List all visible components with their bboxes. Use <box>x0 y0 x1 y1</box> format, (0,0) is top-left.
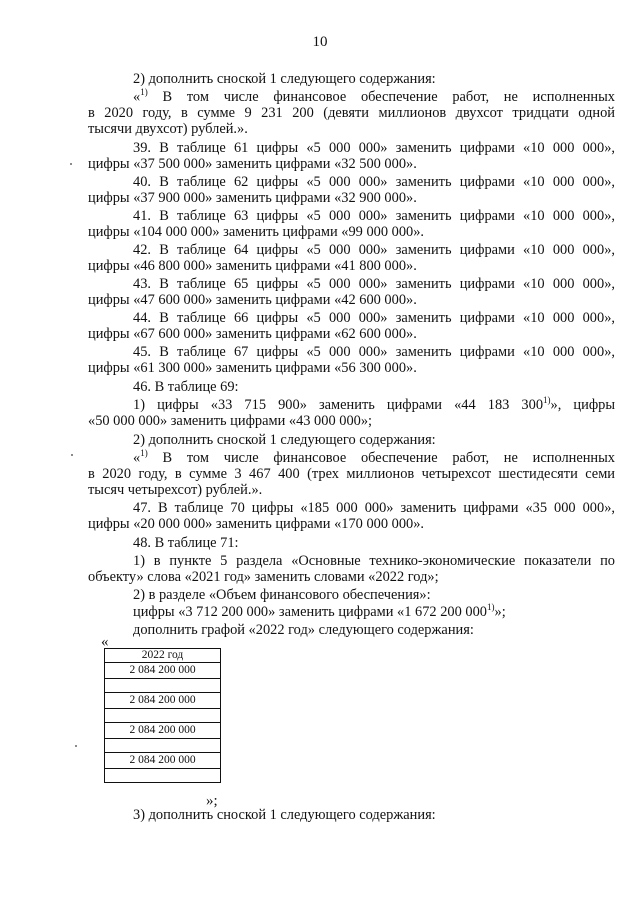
line-text: 45. В таблице 67 цифры «5 000 000» заменить цифрами «10 000 000», <box>133 344 615 360</box>
line-text: цифры «67 600 000» заменить цифрами «62 600 000». <box>88 326 417 342</box>
text-line <box>88 310 615 327</box>
text-line <box>88 587 615 604</box>
page-number: 10 <box>312 34 328 50</box>
table-cell <box>105 679 221 693</box>
text-line <box>88 140 615 157</box>
text-line <box>88 276 615 293</box>
line-text: 41. В таблице 63 цифры «5 000 000» заменить цифрами «10 000 000», <box>133 208 615 224</box>
line-text: « <box>133 450 141 466</box>
line-text: 2) дополнить сноской 1 следующего содержания: <box>133 71 436 87</box>
text-line <box>88 224 615 241</box>
text-line <box>88 174 615 191</box>
text-line <box>88 413 615 430</box>
footnote-marker: 1) <box>543 395 551 405</box>
line-text: объекту» слова «2021 год» заменить словами «2022 год»; <box>88 569 439 585</box>
text-line <box>88 121 615 138</box>
line-text-continued: В том числе финансовое обеспечение работ, не исполненных <box>147 450 615 466</box>
text-line <box>88 622 615 639</box>
text-line <box>88 242 615 259</box>
table-cell <box>105 769 221 783</box>
text-line <box>88 105 615 122</box>
line-text: 48. В таблице 71: <box>133 535 239 551</box>
line-text: « <box>133 89 141 105</box>
line-text: цифры «20 000 000» заменить цифрами «170 000 000». <box>88 516 425 532</box>
line-text: «50 000 000» заменить цифрами «43 000 000»; <box>88 413 373 429</box>
scan-speck <box>71 454 73 456</box>
line-text: в 2020 году, в сумме 3 467 400 (трех миллионов четырехсот шестидесяти семи <box>88 466 615 482</box>
footnote-marker: 1) <box>487 602 495 612</box>
line-text: цифры «37 500 000» заменить цифрами «32 500 000». <box>88 156 417 172</box>
footnote-marker: 1) <box>140 87 148 97</box>
line-text: цифры «104 000 000» заменить цифрами «99 000 000». <box>88 224 425 240</box>
text-line <box>88 89 615 106</box>
line-text: 46. В таблице 69: <box>133 379 239 395</box>
line-text-continued: », цифры <box>550 397 616 413</box>
year-2022-column-table <box>104 648 221 783</box>
text-line <box>88 450 615 467</box>
line-text: дополнить графой «2022 год» следующего содержания: <box>133 622 474 638</box>
text-line <box>88 326 615 343</box>
text-line <box>88 516 615 533</box>
closing-quote: »; <box>206 793 218 809</box>
table-cell: 2 084 200 000 <box>105 723 221 739</box>
line-text: 40. В таблице 62 цифры «5 000 000» заменить цифрами «10 000 000», <box>133 174 615 190</box>
text-line <box>88 292 615 309</box>
table-cell <box>105 709 221 723</box>
text-line <box>88 432 615 449</box>
text-line <box>88 466 615 483</box>
line-text: 44. В таблице 66 цифры «5 000 000» заменить цифрами «10 000 000», <box>133 310 615 326</box>
line-text: цифры «61 300 000» заменить цифрами «56 300 000». <box>88 360 417 376</box>
footnote-marker: 1) <box>140 448 148 458</box>
text-line <box>88 190 615 207</box>
line-text: тысяч четырехсот) рублей.». <box>88 482 263 498</box>
line-text: 39. В таблице 61 цифры «5 000 000» заменить цифрами «10 000 000», <box>133 140 615 156</box>
text-line <box>88 344 615 361</box>
table-header-cell: 2022 год <box>105 649 221 663</box>
line-text: 2) дополнить сноской 1 следующего содержания: <box>133 432 436 448</box>
scan-speck <box>70 163 72 165</box>
line-text: 42. В таблице 64 цифры «5 000 000» заменить цифрами «10 000 000», <box>133 242 615 258</box>
line-text: 47. В таблице 70 цифры «185 000 000» заменить цифрами «35 000 000», <box>133 500 615 516</box>
text-line <box>88 500 615 517</box>
text-line <box>88 604 615 621</box>
text-line <box>88 71 615 88</box>
text-line <box>88 208 615 225</box>
line-text: в 2020 году, в сумме 9 231 200 (девяти миллионов двухсот тридцати одной <box>88 105 615 121</box>
line-text: цифры «47 600 000» заменить цифрами «42 600 000». <box>88 292 417 308</box>
table-cell <box>105 739 221 753</box>
line-text-continued: »; <box>494 604 506 620</box>
line-text-continued: В том числе финансовое обеспечение работ, не исполненных <box>147 89 615 105</box>
line-text: 43. В таблице 65 цифры «5 000 000» заменить цифрами «10 000 000», <box>133 276 615 292</box>
text-line <box>88 553 615 570</box>
line-text: 1) в пункте 5 раздела «Основные технико-экономические показатели по <box>133 553 615 569</box>
line-text: 2) в разделе «Объем финансового обеспечения»: <box>133 587 431 603</box>
text-line <box>88 156 615 173</box>
table-cell: 2 084 200 000 <box>105 693 221 709</box>
table-cell: 2 084 200 000 <box>105 663 221 679</box>
scan-speck <box>75 745 77 747</box>
line-text: тысячи двухсот) рублей.». <box>88 121 248 137</box>
table-cell: 2 084 200 000 <box>105 753 221 769</box>
text-line <box>88 535 615 552</box>
final-paragraph-line: 3) дополнить сноской 1 следующего содержания: <box>133 807 436 823</box>
text-line <box>88 379 615 396</box>
text-line <box>88 482 615 499</box>
line-text: 1) цифры «33 715 900» заменить цифрами «44 183 300 <box>133 397 544 413</box>
line-text: цифры «37 900 000» заменить цифрами «32 900 000». <box>88 190 417 206</box>
opening-quote: « <box>101 634 109 650</box>
text-line <box>88 258 615 275</box>
line-text: цифры «3 712 200 000» заменить цифрами «1 672 200 000 <box>133 604 487 620</box>
text-line <box>88 360 615 377</box>
text-line <box>88 569 615 586</box>
text-line <box>88 397 615 414</box>
line-text: цифры «46 800 000» заменить цифрами «41 800 000». <box>88 258 417 274</box>
